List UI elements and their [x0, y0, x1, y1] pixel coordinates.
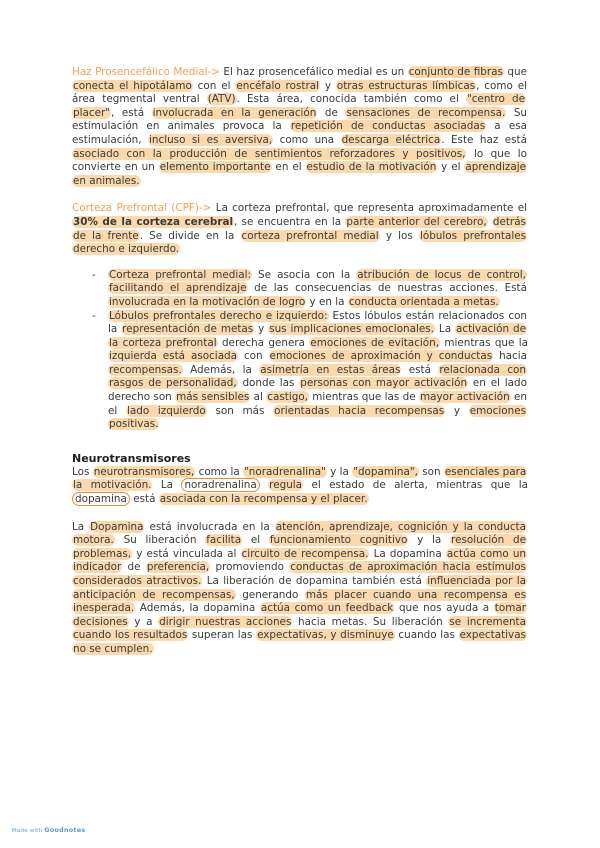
text: y la [408, 534, 451, 547]
highlight: asimetría en estas áreas [260, 363, 401, 376]
highlight: involucrada en la generación [152, 106, 317, 119]
text: y en la [306, 295, 348, 308]
text: el estado de alerta, mientras que la [303, 479, 528, 492]
paragraph-neurotransmisores [72, 466, 527, 507]
highlight: Lóbulos prefrontales derecho e izquierdo: [109, 309, 328, 322]
text: como una [273, 133, 341, 146]
text: El haz prosencefálico medial es un [219, 66, 408, 78]
text: hacia [493, 350, 527, 363]
text: al [250, 391, 267, 404]
text: . Este haz está [441, 133, 527, 146]
term-label: Corteza Prefrontal (CPF)-> [72, 202, 212, 215]
text: Además, la dopamina [135, 602, 260, 615]
highlight: emociones de evitación, [310, 336, 440, 349]
text: derecha genera [217, 336, 310, 349]
highlight: conducta orientada a metas. [348, 295, 499, 308]
list-item [108, 310, 527, 432]
highlight: asociado con la producción de sentimientos reforzadores y positivos, [73, 147, 466, 160]
highlight: más placer cuando una recompensa es inesperada. [73, 588, 526, 615]
text: en el lado derecho son [108, 377, 527, 404]
highlight: se incrementa cuando los resultados [73, 615, 526, 642]
highlight: Dopamina [90, 520, 144, 533]
highlight: atribución de locus de control, [357, 268, 526, 281]
text: y el [437, 161, 465, 174]
text: Además, la [182, 363, 260, 376]
text: que nos ayuda a [394, 602, 494, 615]
highlight: expectativas, y disminuye [257, 629, 394, 642]
highlight: corteza prefrontal medial [241, 229, 379, 242]
highlight: mayor activación [419, 391, 510, 404]
highlight: elemento importante [159, 161, 271, 174]
text: Su liberación [114, 534, 206, 547]
goodnotes-logo-text: Goodnotes [44, 826, 86, 834]
highlight: parte anterior del cerebro, [346, 215, 487, 228]
highlight: atención, aprendizaje, cognición y la conducta motora. [73, 520, 526, 547]
text: y [319, 79, 336, 92]
text: el [242, 534, 269, 547]
highlight: Corteza prefrontal medial: [109, 268, 252, 281]
highlight: activación de la corteza prefrontal [109, 323, 526, 349]
goodnotes-badge [12, 826, 85, 834]
highlight: relacionada con rasgos de personalidad, [109, 363, 526, 390]
text: Los [72, 465, 93, 478]
highlight: otras estructuras límbicas [336, 79, 476, 92]
text: , como el área tegmental ventral [72, 79, 527, 106]
highlight: emociones de aproximación y conductas [269, 350, 493, 363]
text: Se asocia con la [252, 268, 357, 281]
text: son [418, 465, 444, 478]
text: y está vinculada al [132, 547, 241, 560]
text: y los [379, 229, 419, 242]
circled-term: dopamina [72, 492, 130, 506]
text: está [129, 493, 159, 506]
highlight: funcionamiento cognitivo [269, 534, 408, 547]
text [260, 479, 268, 491]
term-label: Haz Prosencefálico Medial-> [72, 66, 220, 78]
highlight: involucrada en la motivación de logro [109, 295, 306, 308]
highlight: lóbulos prefrontales derecho e izquierdo. [73, 229, 527, 256]
text: Su estimulación en animales provoca la [72, 106, 528, 133]
highlight: izquierda está asociada [109, 350, 238, 363]
highlight: expectativas no se cumplen. [73, 629, 526, 655]
highlight: repetición de conductas asociadas [290, 120, 486, 133]
highlight: conjunto de fibras [408, 66, 503, 78]
text: en el [271, 161, 306, 174]
highlight: "dopamina", [353, 465, 418, 478]
highlight: actúa como un feedback [260, 602, 394, 615]
paragraph-corteza-prefrontal [72, 202, 527, 256]
highlight: neurotransmisores, [93, 465, 195, 478]
highlight: descarga eléctrica [341, 133, 441, 146]
highlight: conecta el hipotálamo [73, 79, 192, 92]
highlight: lado izquierdo [127, 404, 206, 417]
text: son más [206, 404, 274, 417]
made-with-text: Made with [12, 828, 43, 834]
highlight: actúa como un indicador [73, 547, 527, 574]
text: y [254, 323, 269, 336]
highlight: personas con mayor activación [300, 377, 468, 390]
highlight: aprendizaje en animales. [73, 161, 526, 187]
highlight: facilitando el aprendizaje [109, 282, 247, 295]
text: que [503, 66, 527, 78]
text: en el [108, 391, 527, 417]
highlight: asociada con la recompensa y el placer. [159, 493, 368, 506]
highlight: sus implicaciones emocionales. [269, 323, 435, 336]
highlight: castigo, [267, 391, 308, 404]
text: La [435, 323, 455, 336]
text: lo que lo convierte en un [72, 147, 527, 174]
text: y la [326, 465, 353, 478]
text: mientras que la [440, 336, 529, 349]
highlight: regula [269, 479, 303, 492]
highlight: conductas de aproximación hacia estímulos considerados atractivos. [73, 561, 526, 587]
text: La dopamina [369, 547, 446, 560]
text: de [317, 106, 346, 119]
text: mientras que las de [308, 391, 419, 404]
highlight: influenciada por la anticipación de recompensas, [73, 575, 526, 601]
text: La [152, 479, 182, 492]
text: donde las [237, 377, 300, 390]
highlight: tomar decisiones [73, 602, 526, 628]
text: La [72, 520, 90, 533]
highlight: circuito de recompensa. [241, 547, 369, 560]
cpf-list [72, 269, 527, 432]
text: está [401, 363, 439, 376]
text: con el [192, 79, 236, 92]
paragraph-haz-prosencefalico [72, 66, 527, 188]
highlight: recompensas. [109, 363, 182, 376]
text: Estos lóbulos están relacionados con la [108, 309, 528, 336]
text: con [238, 350, 269, 363]
highlight: más sensibles [176, 391, 250, 404]
text: generando [235, 588, 305, 601]
text: La liberación de dopamina también está [202, 575, 427, 587]
circled-term: noradrenalina [181, 478, 259, 492]
highlight: facilita [206, 534, 242, 547]
text: La corteza prefrontal, que representa aproximadamente el [211, 202, 527, 215]
text: a esa estimulación, [72, 120, 527, 146]
highlight: encéfalo rostral [236, 79, 319, 92]
text: . Esta área, conocida también como el [236, 93, 466, 106]
text: , se encuentra en la [234, 215, 346, 228]
text: como la [195, 465, 244, 478]
highlight: "noradrenalina" [244, 465, 326, 478]
text: y [445, 404, 469, 417]
section-heading: Neurotransmisores [72, 451, 191, 465]
text: cuando las [394, 629, 459, 642]
highlight: esenciales para la motivación. [73, 465, 527, 492]
highlight: incluso si es aversiva, [149, 133, 273, 146]
highlight: representación de metas [122, 323, 254, 336]
paragraph-dopamina [72, 521, 527, 657]
text: promoviendo [210, 561, 290, 574]
text: de las consecuencias de nuestras acciones. Está [247, 282, 527, 295]
text: hacia metas. Su liberación [292, 615, 449, 628]
highlight: resolución de problemas, [73, 534, 526, 560]
text: . Se divide en la [139, 229, 241, 242]
text: y a [128, 615, 159, 628]
highlight: preferencia, [146, 561, 210, 574]
highlight: "centro de placer" [73, 93, 525, 119]
highlight: estudio de la motivación [306, 161, 437, 174]
text: , está [111, 106, 152, 119]
highlight: (ATV) [207, 93, 236, 106]
highlight: 30% de la corteza cerebral [73, 215, 234, 228]
highlight: detrás de la frente [73, 215, 526, 242]
highlight: orientadas hacia recompensas [274, 404, 445, 417]
highlight: dirigir nuestras acciones [159, 615, 292, 628]
highlight: sensaciones de recompensa. [346, 106, 506, 119]
list-item [108, 269, 527, 310]
text: está involucrada en la [144, 520, 275, 533]
document-page [72, 66, 527, 671]
text: superan las [188, 629, 257, 642]
text: de [122, 561, 146, 574]
highlight: emociones positivas. [109, 404, 527, 431]
